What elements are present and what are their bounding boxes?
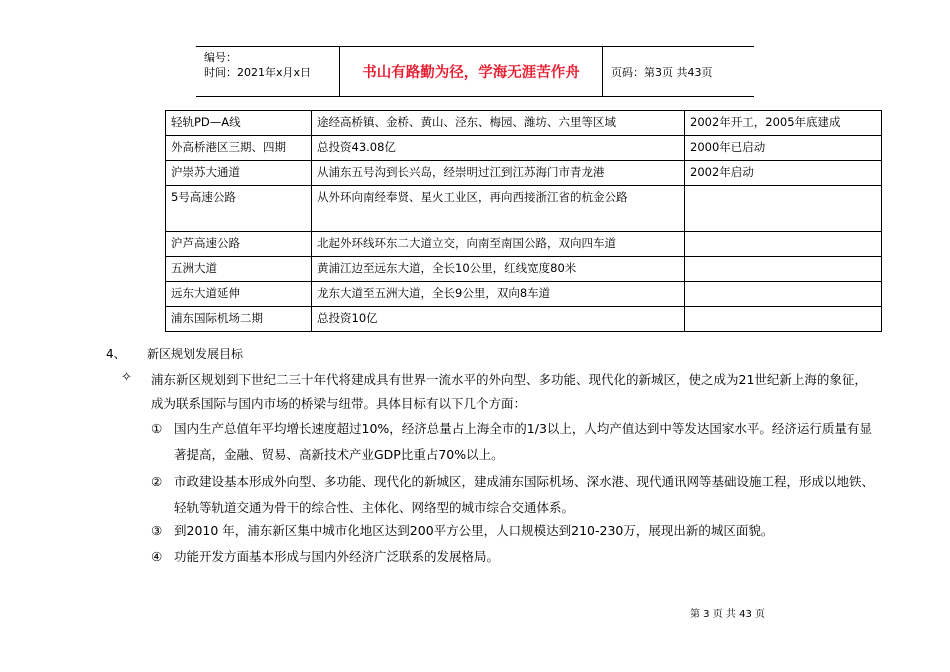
table-cell: 黄浦江边至远东大道，全长10公里，红线宽度80米	[312, 257, 685, 282]
time-label: 时间：2021年x月x日	[204, 66, 312, 79]
table-cell: 总投资10亿	[312, 307, 685, 332]
table-cell: 远东大道延伸	[166, 282, 312, 307]
table-row	[166, 111, 882, 136]
table-cell: 途经高桥镇、金桥、黄山、泾东、梅园、潍坊、六里等区域	[312, 111, 685, 136]
goal-text: 到2010 年，浦东新区集中城市化地区达到200平方公里，人口规模达到210-230万，展现出新的城区面貌。	[174, 523, 774, 538]
header-motto: 书山有路勤为径，学海无涯苦作舟	[340, 47, 603, 96]
header-page-info: 页码：第3页 共43页	[611, 65, 713, 79]
goal-item	[151, 544, 879, 570]
table-row	[166, 307, 882, 332]
goal-number: ④	[151, 549, 163, 564]
diamond-bullet-icon: ✧	[121, 370, 132, 385]
goal-text: 市政建设基本形成外向型、多功能、现代化的新城区，建成浦东国际机场、深水港、现代通讯网等基础设施工程，形成以地铁、轻轨等轨道交通为骨干的综合性、主体化、网络型的城市综合交通体系。	[174, 474, 875, 515]
goal-item	[151, 518, 879, 544]
serial-label: 编号：	[204, 51, 237, 64]
table-cell: 浦东国际机场二期	[166, 307, 312, 332]
table-cell: 2000年已启动	[685, 136, 882, 161]
table-cell: 从外环向南经奉贤、星火工业区，再向西接浙江省的杭金公路	[312, 186, 685, 232]
table-cell: 北起外环线环东二大道立交，向南至南国公路，双向四车道	[312, 232, 685, 257]
projects-table	[165, 110, 882, 332]
table-cell: 沪芦高速公路	[166, 232, 312, 257]
goal-number: ③	[151, 523, 163, 538]
goal-text: 功能开发方面基本形成与国内外经济广泛联系的发展格局。	[174, 549, 500, 564]
goal-item	[151, 469, 879, 521]
table-row	[166, 232, 882, 257]
table-cell: 龙东大道至五洲大道，全长9公里，双向8车道	[312, 282, 685, 307]
table-row	[166, 186, 882, 232]
table-cell	[685, 186, 882, 232]
table-cell	[685, 232, 882, 257]
goal-text: 国内生产总值年平均增长速度超过10%，经济总量占上海全市的1/3以上，人均产值达到中等发达国家水平。经济运行质量有显著提高，金融、贸易、高新技术产业GDP比重占70%以上。	[174, 421, 872, 462]
table-cell: 外高桥港区三期、四期	[166, 136, 312, 161]
table-cell: 2002年启动	[685, 161, 882, 186]
goal-number: ②	[151, 474, 163, 489]
table-cell: 5号高速公路	[166, 186, 312, 232]
table-cell	[685, 307, 882, 332]
header-meta	[196, 47, 340, 96]
page-footer: 第 3 页 共 43 页	[690, 609, 765, 620]
table-row	[166, 161, 882, 186]
goal-item	[151, 416, 879, 468]
table-row	[166, 136, 882, 161]
section-title: 新区规划发展目标	[147, 347, 244, 361]
table-cell: 轻轨PD—A线	[166, 111, 312, 136]
table-cell	[685, 257, 882, 282]
table-cell: 2002年开工，2005年底建成	[685, 111, 882, 136]
table-cell: 从浦东五号沟到长兴岛，经崇明过江到江苏海门市青龙港	[312, 161, 685, 186]
page-header	[196, 46, 754, 97]
intro-paragraph: 浦东新区规划到下世纪二三十年代将建成具有世界一流水平的外向型、多功能、现代化的新城区，使之成为21世纪新上海的象征，成为联系国际与国内市场的桥梁与纽带。具体目标有以下几个方面：	[151, 372, 867, 411]
table-cell: 总投资43.08亿	[312, 136, 685, 161]
table-row	[166, 257, 882, 282]
section-number: 4、	[106, 347, 126, 361]
table-cell	[685, 282, 882, 307]
table-cell: 沪崇苏大通道	[166, 161, 312, 186]
table-row	[166, 282, 882, 307]
goal-number: ①	[151, 421, 163, 436]
table-cell: 五洲大道	[166, 257, 312, 282]
